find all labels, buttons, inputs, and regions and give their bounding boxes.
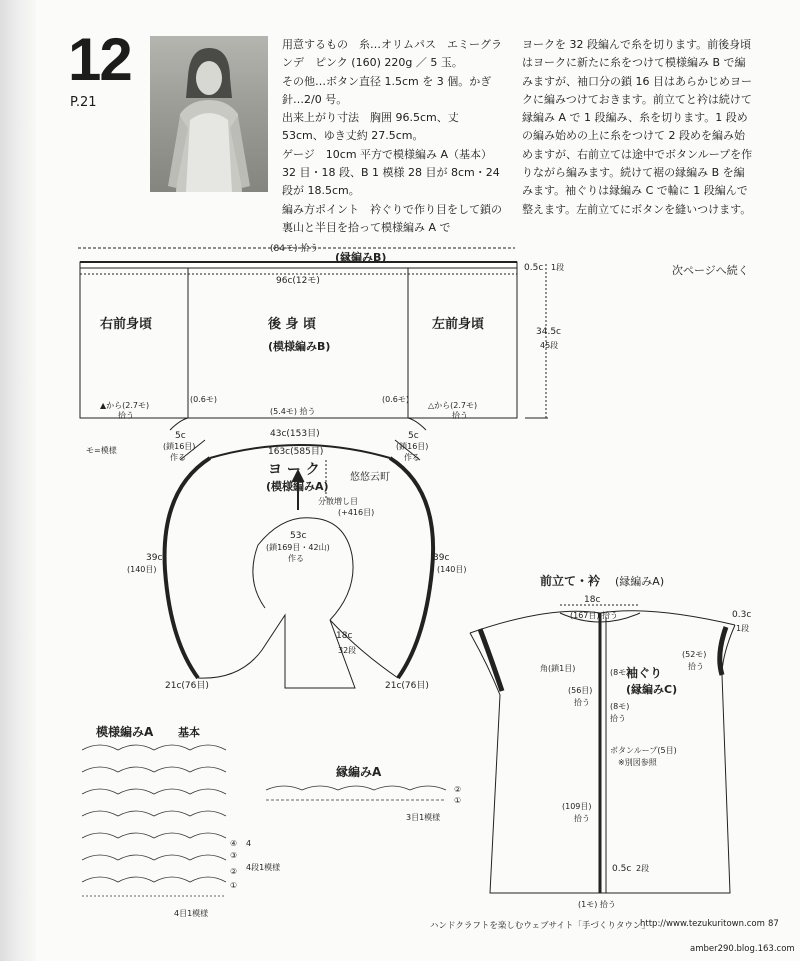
edging-a-symbols: [266, 786, 446, 800]
yoke-outer2-label: 163c(585目): [268, 447, 324, 457]
pick-mid-b-label: (0.6モ): [382, 395, 409, 404]
yoke-diagram: [0, 420, 520, 720]
bottom-rows-label: 2段: [636, 864, 650, 873]
pick109: (109目): [562, 802, 592, 811]
yoke-right-5c: 5c: [408, 431, 419, 441]
corner-label: 角(鎖1目): [540, 664, 576, 673]
materials-line: 出来上がり寸法 胸囲 96.5cm、丈 53cm、ゆき丈約 27.5cm。: [282, 111, 459, 143]
depth-label: 18c: [336, 631, 353, 641]
edge-right-rows-label: 1段: [551, 263, 565, 272]
front-band-width: 18c: [584, 595, 601, 605]
stitch-a-repeat: 4段1模様: [246, 863, 281, 872]
edge-right-top-label: 0.5c: [524, 263, 544, 273]
instructions-text: ヨークを 32 段編んで糸を切ります。前後身頃はヨークに新たに糸をつけて模様編み B で編みますが、袖口分の鎖 16 目はあらかじめヨークに編みつけておきます。前立てと衿は続けて縁編み A で 1 段編み、糸を切ります。1 段めの編み始めの上に糸をつけて 2 段めを編み始めますが、右前立ては途中でボタンループを作りながら編みます。続けて裾の縁編み B を編みます。袖ぐりは縁編み C で輪に 1 段編んで整えます。左前立てにボタンを縫いつけます。: [522, 38, 753, 216]
materials-line: ゲージ 10cm 平方で模様編み A（基本）32 目・18 段、B 1 模様 28 目が 8cm・24 段が 18.5cm。: [282, 147, 500, 198]
stitch-a-row-3: ③: [230, 851, 238, 860]
yoke-increase: 分散増し目: [318, 497, 358, 506]
pick-right-label: △から(2.7モ): [428, 401, 478, 410]
yoke-left-make: 作る: [170, 453, 186, 462]
pick-right2-label: 拾う: [452, 411, 468, 420]
left-front-label: 左前身頃: [432, 317, 485, 332]
side-left2-label: (140目): [127, 565, 157, 574]
corner-rows-label: 1段: [736, 624, 750, 633]
mo-note: モ=模様: [86, 446, 117, 455]
stitch-chart-a: [70, 720, 290, 920]
stitch-a-symbols: [82, 745, 226, 896]
front-band-pickup-top: (167目) 拾う: [570, 611, 619, 620]
neck3-label: 作る: [288, 554, 304, 563]
yoke-right-chain: (鎖16目): [396, 442, 429, 451]
bottom-right-label: 21c(76目): [385, 681, 429, 691]
stitch-a-subtitle: 基本: [178, 726, 200, 739]
neck-label: 53c: [290, 531, 307, 541]
neck2-label: (鎖169目・42山): [266, 543, 330, 552]
watermark-text: 悠悠云町: [350, 472, 390, 483]
model-photo: [150, 36, 268, 192]
yoke-pattern: (模様編みA): [266, 480, 329, 493]
edging-a-title: 縁編みA: [336, 765, 382, 779]
edging-a-chart: [260, 760, 480, 830]
button-loop-label: ボタンループ(5目): [610, 746, 677, 755]
button-loop-note: ※別図参照: [618, 758, 657, 767]
footer-page-number: 87: [768, 919, 779, 929]
corner-edge-label: 0.3c: [732, 610, 752, 620]
height-label: 34.5c: [536, 327, 561, 337]
edging-a-row-2: ②: [454, 785, 462, 794]
front-band-pattern: (縁編みA): [615, 575, 665, 588]
top-pickup-label: (84モ) 拾う: [270, 244, 319, 254]
bottom-pick-label: (1モ) 拾う: [578, 900, 616, 909]
materials-line: 用意するもの 糸…オリムパス エミーグランデ ピンク (160) 220g ／ 5 玉。: [282, 38, 502, 70]
yoke-left-chain: (鎖16目): [163, 442, 196, 451]
materials-line: 編み方ポイント 衿ぐりで作り目をして鎖の裏山と半目を拾って模様編み A で: [282, 202, 502, 234]
front-band-diagram: [460, 565, 800, 915]
stitch-a-title: 模様編みA: [96, 725, 154, 739]
pick-mid-label: (5.4モ) 拾う: [270, 407, 316, 416]
stitch-a-repeat-rows: 4: [246, 839, 252, 848]
pick56b: 拾う: [574, 698, 590, 707]
yoke-title: ヨ ー ク: [268, 462, 320, 478]
edging-a-bottom: 3目1模様: [406, 813, 441, 822]
page-reference: P.21: [70, 95, 97, 110]
yoke-left-5c: 5c: [175, 431, 186, 441]
front-band-title: 前立て・衿: [540, 574, 601, 588]
footer-watermark: amber290.blog.163.com: [690, 944, 795, 954]
sleeve-pattern: (縁編みC): [626, 683, 678, 696]
bottom-edge-label: 0.5c: [612, 864, 632, 874]
side-right-label: 39c: [433, 553, 450, 563]
height-rows-label: 45段: [540, 341, 559, 350]
sleeve-52: (52モ): [682, 650, 707, 659]
bottom-left-label: 21c(76目): [165, 681, 209, 691]
sleeve-title: 袖ぐり: [626, 666, 663, 680]
footer-url: http://www.tezukuritown.com: [640, 919, 765, 929]
pick-left2-label: 拾う: [118, 411, 134, 420]
back-label: 後 身 頃: [268, 317, 317, 332]
pattern-number: 12: [68, 26, 131, 93]
next-page-note: 次ページへ続く: [672, 264, 749, 277]
footer-site: ハンドクラフトを楽しむウェブサイト「手づくりタウン」: [430, 921, 650, 931]
pick109b: 拾う: [574, 814, 590, 823]
edging-b-label: (縁編みB): [335, 251, 387, 264]
edging-a-row-1: ①: [454, 796, 462, 805]
depth2-label: 32段: [338, 646, 357, 655]
pick8: (8モ): [610, 702, 630, 711]
pick56: (56目): [568, 686, 593, 695]
materials-line: その他…ボタン直径 1.5cm を 3 個。かぎ針…2/0 号。: [282, 74, 492, 106]
stitch-a-row-1: ①: [230, 881, 238, 890]
side-left-label: 39c: [146, 553, 163, 563]
stitch-a-row-2: ②: [230, 867, 238, 876]
yoke-increase2: (+416目): [338, 508, 375, 517]
back-pattern-label: (模様編みB): [268, 340, 331, 353]
pick-mid-a-label: (0.6モ): [190, 395, 217, 404]
yoke-right-make: 作る: [404, 453, 420, 462]
pick8b: 拾う: [610, 714, 626, 723]
stitch-a-bottom: 4目1模様: [174, 909, 209, 918]
side-right2-label: (140目): [437, 565, 467, 574]
model-photo-figure: [150, 36, 268, 192]
stitch-a-row-4: ④: [230, 839, 238, 848]
body-width-label: 96c(12モ): [276, 276, 320, 286]
materials-text: [282, 36, 502, 237]
sleeve-8mo: (8モ): [610, 668, 630, 677]
pick-left-label: ▲から(2.7モ): [100, 401, 150, 410]
yoke-outer-label: 43c(153目): [270, 429, 320, 439]
right-front-label: 右前身頃: [100, 317, 153, 332]
sleeve-52b: 拾う: [688, 662, 704, 671]
